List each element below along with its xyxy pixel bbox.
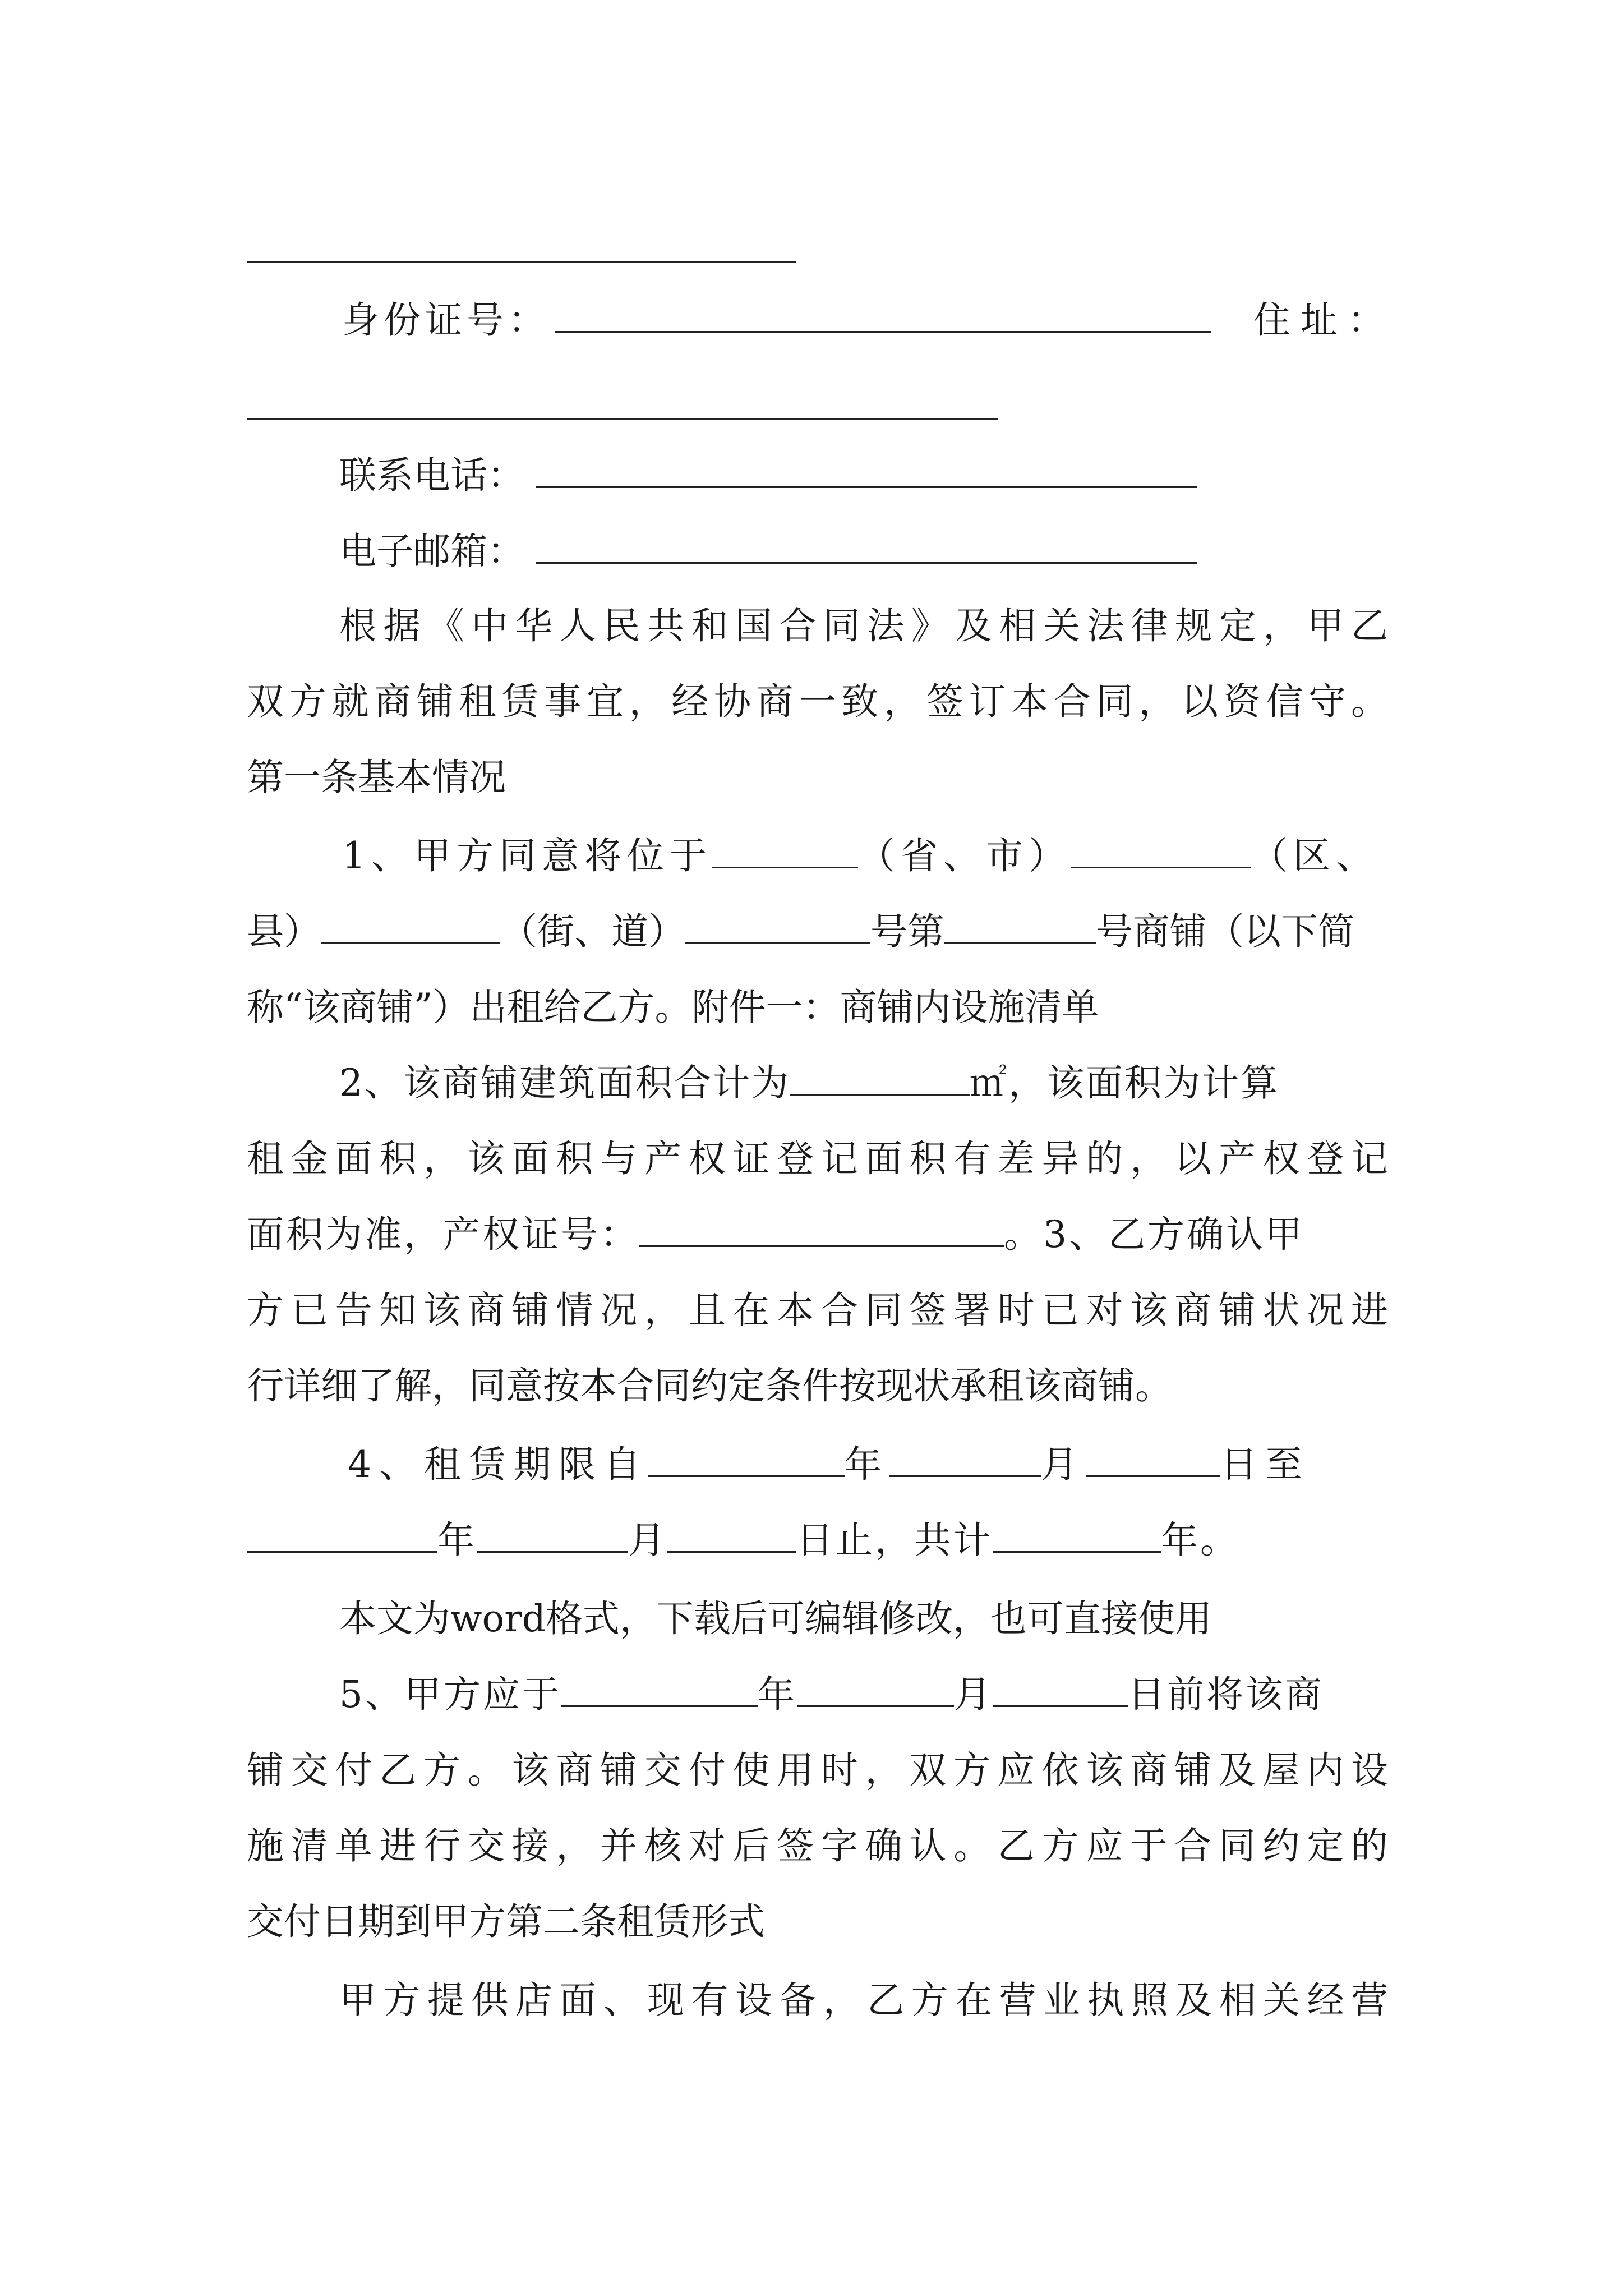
delivery-day-blank[interactable] [993, 1705, 1128, 1707]
id-number-row [342, 298, 1211, 342]
clause-4-text: 日至 [1220, 1443, 1310, 1486]
clause-4-line-1 [348, 1443, 1310, 1486]
clause-1-text: （街、道） [500, 910, 685, 953]
email-label: 电子邮箱： [339, 530, 524, 573]
address-blank[interactable] [247, 418, 998, 420]
clause-5-text: 日前将该商 [1128, 1673, 1324, 1716]
clause-4-line-2 [247, 1519, 1239, 1562]
id-number-label: 身份证号： [342, 298, 550, 342]
lease-total-years-blank[interactable] [993, 1550, 1161, 1553]
province-blank[interactable] [712, 866, 858, 868]
clause-4-text: 4、租赁期限自 [348, 1443, 648, 1486]
clause-2-text: ㎡，该面积为计算 [970, 1061, 1279, 1105]
clause-5-text: 年 [758, 1673, 797, 1716]
email-blank[interactable] [536, 562, 1197, 564]
clause-1-line-2 [247, 910, 1355, 953]
lease-end-year-blank[interactable] [247, 1550, 437, 1553]
clause-1-line-1 [342, 834, 1378, 877]
clause-4-text: 月 [628, 1519, 667, 1562]
street-blank[interactable] [685, 942, 870, 944]
clause-2-text: 2、该商铺建筑面积合计为 [339, 1061, 790, 1105]
clause-2-text: 。3、乙方确认甲 [1004, 1213, 1304, 1256]
phone-label: 联系电话： [339, 454, 524, 497]
clause-4-text: 月 [1041, 1443, 1086, 1486]
clause-2-line-2: 租金面积，该面积与产权证登记面积有差异的，以产权登记 [247, 1137, 1388, 1180]
lease-start-day-blank[interactable] [1086, 1475, 1220, 1477]
clause-5-line-4: 交付日期到甲方第二条租赁形式 [247, 1900, 765, 1943]
clause-1-text: （省、市） [858, 834, 1071, 877]
lease-end-day-blank[interactable] [667, 1550, 796, 1553]
clause-3-line-1: 方已告知该商铺情况，且在本合同签署时已对该商铺状况进 [247, 1289, 1388, 1332]
clause-4-text: 年 [437, 1519, 477, 1562]
clause-5-text: 5、甲方应于 [339, 1673, 561, 1716]
delivery-year-blank[interactable] [561, 1705, 758, 1707]
word-format-notice: 本文为word格式，下载后可编辑修改，也可直接使用 [339, 1597, 1212, 1640]
area-blank[interactable] [790, 1093, 970, 1096]
delivery-month-blank[interactable] [797, 1705, 954, 1707]
article-2-line-1: 甲方提供店面、现有设备，乙方在营业执照及相关经营 [339, 1978, 1388, 2022]
clause-1-text: （区、 [1251, 834, 1378, 877]
preamble-line-2: 双方就商铺租赁事宜，经协商一致，签订本合同，以资信守。 [247, 680, 1388, 723]
lease-start-month-blank[interactable] [889, 1475, 1041, 1477]
clause-5-text: 月 [954, 1673, 993, 1716]
clause-3-line-2: 行详细了解，同意按本合同约定条件按现状承租该商铺。 [247, 1364, 1172, 1407]
property-cert-blank[interactable] [639, 1245, 1004, 1247]
phone-row [339, 454, 1197, 497]
clause-1-text: 1、甲方同意将位于 [342, 834, 712, 877]
county-blank[interactable] [321, 942, 500, 944]
clause-5-line-1 [339, 1673, 1324, 1716]
lease-start-year-blank[interactable] [648, 1475, 845, 1477]
clause-2-text: 面积为准，产权证号： [247, 1213, 639, 1256]
clause-1-text: 号商铺（以下简 [1096, 910, 1355, 953]
clause-1-line-3: 称“该商铺”）出租给乙方。附件一：商铺内设施清单 [247, 986, 1099, 1029]
clause-4-text: 日止，共计 [796, 1519, 993, 1562]
clause-2-line-1 [339, 1061, 1279, 1105]
phone-blank[interactable] [536, 486, 1197, 488]
preamble-line-1: 根据《中华人民共和国合同法》及相关法律规定，甲乙 [339, 604, 1388, 647]
district-blank[interactable] [1071, 866, 1251, 868]
clause-4-text: 年。 [1161, 1519, 1239, 1562]
shop-number-blank[interactable] [944, 942, 1096, 944]
clause-1-text: 号第 [870, 910, 944, 953]
clause-5-line-3: 施清单进行交接，并核对后签字确认。乙方应于合同约定的 [247, 1824, 1388, 1867]
address-label: 住址： [1253, 298, 1395, 342]
blank-line [247, 261, 796, 263]
clause-1-text: 县） [247, 910, 321, 953]
lease-end-month-blank[interactable] [477, 1550, 628, 1553]
article-1-title: 第一条基本情况 [247, 756, 506, 799]
clause-2-line-3 [247, 1213, 1304, 1256]
email-row [339, 530, 1197, 573]
clause-4-text: 年 [845, 1443, 889, 1486]
id-number-blank[interactable] [555, 330, 1211, 333]
clause-5-line-2: 铺交付乙方。该商铺交付使用时，双方应依该商铺及屋内设 [247, 1749, 1388, 1792]
